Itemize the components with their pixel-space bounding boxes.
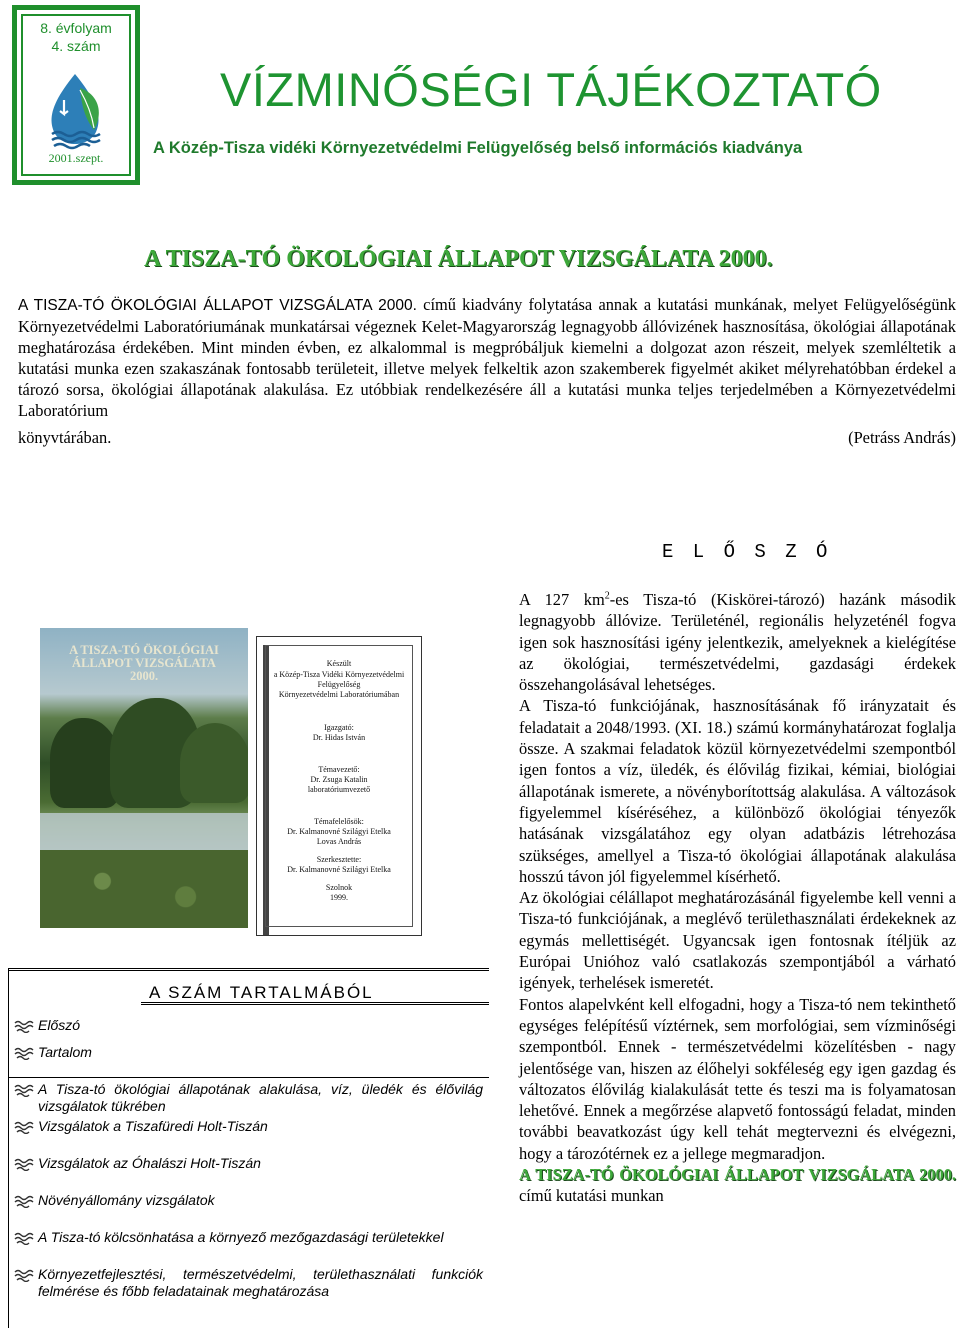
toc-item-text: Tartalom xyxy=(38,1044,92,1060)
wavy-bullet-icon xyxy=(13,1120,35,1134)
wavy-bullet-icon xyxy=(13,1194,35,1208)
wavy-bullet-icon xyxy=(13,1231,35,1245)
credit-line: Témavezető: xyxy=(318,765,360,774)
intro-paragraph xyxy=(18,294,956,421)
toc-item xyxy=(9,1017,483,1034)
contents-divider xyxy=(9,1077,489,1078)
report-cover-photo xyxy=(40,628,248,928)
issue-volume: 8. évfolyam xyxy=(40,20,112,36)
intro-last-line xyxy=(18,427,956,448)
intro-body: című kiadvány folytatása annak a kutatási munkának, melyet Felügyelőségünk Környezetvédelmi Laboratóriumának munkatársai végeznek Kelet-Magyarország legnagyobb állóvizének hasznosítása, ökológiai állapotának meghatározása érdekében. Mint minden évben, ez alkalommal is megpróbáljuk kiemelni a dolgozat azon részeit, melyek szemléltetik a kutatási munka ezen szakaszának fontosabb területeit, illetve melyek felkeltik azon szakemberek figyelmét akiket mélyrehatóbban érdekel a tározó sorsa, ökológiai állapotának alakulása. Ez utóbbiak rendelkezésére áll a kutatási munka teljes terjedelmében a Környezetvédelmi Laboratórium xyxy=(18,295,956,420)
toc-item-text: Növényállomány vizsgálatok xyxy=(38,1192,215,1208)
masthead-title: VÍZMINŐSÉGI TÁJÉKOZTATÓ xyxy=(220,63,882,116)
contents-box xyxy=(8,968,486,1328)
credit-line: Témafelelősök: xyxy=(314,817,364,826)
credit-line: Készült xyxy=(326,659,352,668)
toc-item xyxy=(9,1155,483,1172)
foreword-paragraph-3: Az ökológiai célállapot meghatározásánál figyelembe kell venni a Tisza-tó funkciójának, a meglévő területhasználati érdekeknek az egymás mellettiségét. Ugyancsak igen fontosnak ítéljük az Európai Unióhoz való csatlakozás szempontjából a várható igények, terhelések ismeretét. xyxy=(519,888,956,993)
credit-line: Dr. Hidas István xyxy=(312,733,366,742)
wavy-bullet-icon xyxy=(13,1083,35,1097)
wavy-bullet-icon xyxy=(13,1019,35,1033)
foreword-heading: E L Ő S Z Ó xyxy=(662,541,832,563)
credit-line: Lovas András xyxy=(316,837,362,846)
foreword-column xyxy=(519,589,956,1207)
toc-item-text: Vizsgálatok a Tiszafüredi Holt-Tiszán xyxy=(38,1118,268,1134)
contents-top-rule xyxy=(9,968,489,971)
wavy-bullet-icon xyxy=(13,1268,35,1282)
credit-line: Igazgató: xyxy=(324,723,354,732)
toc-item-text: Vizsgálatok az Óhalászi Holt-Tiszán xyxy=(38,1155,261,1171)
intro-author: (Petráss András) xyxy=(848,428,956,447)
toc-item-text: A Tisza-tó kölcsönhatása a környező mezőgazdasági területekkel xyxy=(38,1229,444,1245)
credit-line: Felügyelőség xyxy=(317,680,361,689)
foreword-paragraph-1: A 127 $km^2-es$ Tisza-tó (Kiskörei-tározó) hazánk második legnagyobb állóvize. Területénél, regionális helyzeténél fogva igen sok hasznosítási igény jelentkezik, amelyeknek a kielégítése az ökológiai, természetvédelmi, gazdasági érdekek összehangolásával lehetséges. xyxy=(519,590,956,695)
toc-item xyxy=(9,1229,483,1246)
water-leaf-logo-icon xyxy=(44,72,106,150)
credit-line: 1999. xyxy=(330,893,348,902)
masthead-subtitle: A Közép-Tisza vidéki Környezetvédelmi Felügyelőség belső információs kiadványa xyxy=(153,139,803,157)
credit-line: a Közép-Tisza Vidéki Környezetvédelmi xyxy=(273,670,405,679)
toc-item xyxy=(9,1081,483,1115)
toc-item-text: Környezetfejlesztési, természetvédelmi, területhasználati funkciók felmérése és főbb feladatainak meghatározása xyxy=(38,1266,483,1299)
issue-number: 4. szám xyxy=(51,38,101,54)
credit-line: laboratóriumvezető xyxy=(307,785,371,794)
credit-line: Szolnok xyxy=(325,883,353,892)
foreword-paragraph-5: A TISZA-TÓ ÖKOLÓGIAI ÁLLAPOT VIZSGÁLATA 2000. című kutatási munkan xyxy=(519,1165,956,1206)
intro-last-word: könyvtárában. xyxy=(18,428,112,447)
foreword-paragraph-2: A Tisza-tó funkciójának, hasznosításának fő irányzatait és feladatait a 2048/1993. (XI. 18.) számú kormányhatározat foglalja össze. A szakmai feladatok közül környezetvédelmi szempontból igen fontos a víz, üledék, és élővilág fizikai, kémiai, biológiai állapotának ismerete, a növényborítottság alakulása. A változások figyelemmel kíséréséhez, a különböző ökológiai tényezők hatásának vizsgálatához egy olyan adatbázis létrehozása szükséges, amellyel a Tisza-tó ökológiai állapotának alakulása hosszú távon jól figyelemmel kísérhető. xyxy=(519,696,956,886)
intro-caps-title: A TISZA-TÓ ÖKOLÓGIAI ÁLLAPOT VIZSGÁLATA 2000. xyxy=(18,297,417,314)
contents-title: A SZÁM TARTALMÁBÓL xyxy=(149,983,374,1002)
toc-item-text: A Tisza-tó ökológiai állapotának alakulása, víz, üledék és élővilág vizsgálatok tükrében xyxy=(38,1081,483,1114)
issue-info-box xyxy=(12,5,140,185)
credit-line: Dr. Zsuga Katalin xyxy=(310,775,368,784)
toc-item-text: Előszó xyxy=(38,1017,81,1033)
credit-line: Dr. Kalmanovné Szilágyi Etelka xyxy=(287,865,391,874)
cover-title: A TISZA-TÓ ÖKOLÓGIAI ÁLLAPOT VIZSGÁLATA 2000. xyxy=(69,643,219,683)
credit-line: Környezetvédelmi Laboratóriumában xyxy=(278,690,400,699)
article-headline: A TISZA-TÓ ÖKOLÓGIAI ÁLLAPOT VIZSGÁLATA 2000. xyxy=(144,246,773,272)
toc-item xyxy=(9,1266,483,1300)
foreword-paragraph-4: Fontos alapelvként kell elfogadni, hogy a Tisza-tó nem tekinthető egységes felépítésű víztérnek, sem morfológiai, sem vízminőségi szempontból. Ennek - természetvédelmi közelítésben - nagy jelentősége van, hiszen az élőhelyi sokféleség egy igen gazdag és változatos élővilág kialakulását tette és teszi ma is folyamatosan lehetővé. Ennek a megőrzése alapvető fontosságú feladat, minden további beavatkozást úgy kell tehát megtervezni és elvégezni, hogy a tározótérnek ez a jellege megmaradjon. xyxy=(519,994,956,1163)
wavy-bullet-icon xyxy=(13,1157,35,1171)
credit-line: Dr. Kalmanovné Szilágyi Etelka xyxy=(287,827,391,836)
wavy-bullet-icon xyxy=(13,1046,35,1060)
foreword-report-title: A TISZA-TÓ ÖKOLÓGIAI ÁLLAPOT VIZSGÁLATA 2000. xyxy=(519,1165,956,1185)
credit-line: Szerkesztette: xyxy=(316,855,362,864)
toc-item xyxy=(9,1044,483,1061)
toc-item xyxy=(9,1118,483,1135)
issue-date: 2001.szept. xyxy=(48,151,104,165)
report-credits-page xyxy=(256,636,422,936)
toc-item xyxy=(9,1192,483,1209)
